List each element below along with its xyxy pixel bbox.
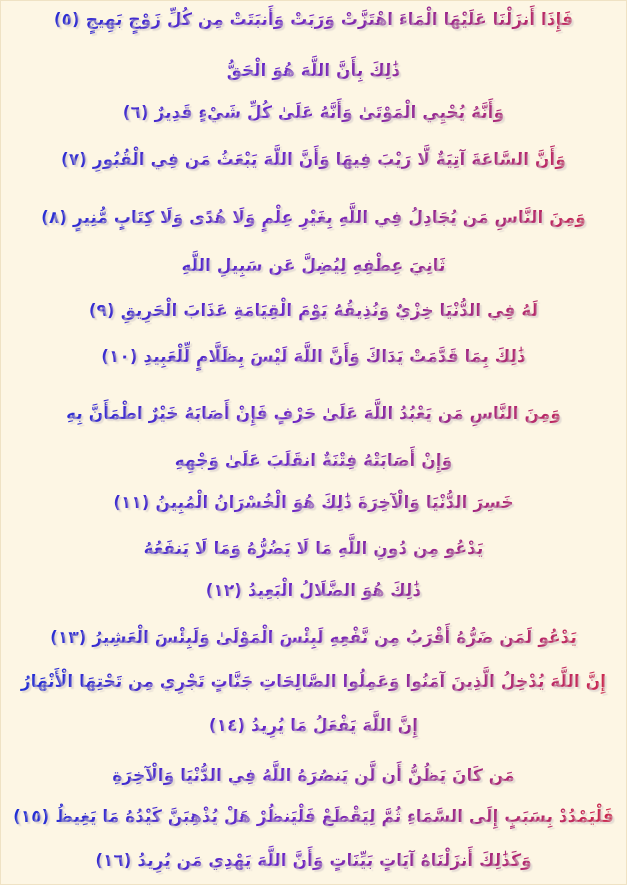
verse-line: ذَٰلِكَ بِأَنَّ اللَّهَ هُوَ الْحَقُّ xyxy=(7,54,620,88)
verse-line: وَمِنَ النَّاسِ مَن يُجَادِلُ فِي اللَّهِ بِغَيْرِ عِلْمٍ وَلَا هُدًى وَلَا كِتَابٍ مُّنِيرٍ (٨) xyxy=(7,201,620,235)
verse-line: يَدْعُو مِن دُونِ اللَّهِ مَا لَا يَضُرُّهُ وَمَا لَا يَنفَعُهُ xyxy=(7,532,620,566)
verse-line: ثَانِيَ عِطْفِهِ لِيُضِلَّ عَن سَبِيلِ اللَّهِ xyxy=(7,249,620,283)
verse-line: إِنَّ اللَّهَ يَفْعَلُ مَا يُرِيدُ (١٤) xyxy=(7,709,620,743)
verse-line: ذَٰلِكَ بِمَا قَدَّمَتْ يَدَاكَ وَأَنَّ اللَّهَ لَيْسَ بِظَلَّامٍ لِّلْعَبِيدِ (١٠) xyxy=(7,340,620,374)
verse-line: إِنَّ اللَّهَ يُدْخِلُ الَّذِينَ آمَنُوا وَعَمِلُوا الصَّالِحَاتِ جَنَّاتٍ تَجْرِي مِن تَحْتِهَا الْأَنْهَارُ xyxy=(7,665,620,699)
verse-line: وَأَنَّهُ يُحْيِي الْمَوْتَىٰ وَأَنَّهُ عَلَىٰ كُلِّ شَيْءٍ قَدِيرٌ (٦) xyxy=(7,96,620,130)
verse-line: وَأَنَّ السَّاعَةَ آتِيَةٌ لَّا رَيْبَ فِيهَا وَأَنَّ اللَّهَ يَبْعَثُ مَن فِي الْقُبُورِ (٧) xyxy=(7,143,620,177)
verse-line: ذَٰلِكَ هُوَ الضَّلَالُ الْبَعِيدُ (١٢) xyxy=(7,574,620,608)
verse-line: يَدْعُو لَمَن ضَرُّهُ أَقْرَبُ مِن نَّفْعِهِ لَبِئْسَ الْمَوْلَىٰ وَلَبِئْسَ الْعَشِيرُ (١٣) xyxy=(7,621,620,655)
verse-line: مَن كَانَ يَظُنُّ أَن لَّن يَنصُرَهُ اللَّهُ فِي الدُّنْيَا وَالْآخِرَةِ xyxy=(7,759,620,793)
verse-line: وَمِنَ النَّاسِ مَن يَعْبُدُ اللَّهَ عَلَىٰ حَرْفٍ فَإِنْ أَصَابَهُ خَيْرٌ اطْمَأَنَّ بِهِ xyxy=(7,397,620,431)
verse-line: لَهُ فِي الدُّنْيَا خِزْيٌ وَنُذِيقُهُ يَوْمَ الْقِيَامَةِ عَذَابَ الْحَرِيقِ (٩) xyxy=(7,294,620,328)
verse-line: وَكَذَٰلِكَ أَنزَلْنَاهُ آيَاتٍ بَيِّنَاتٍ وَأَنَّ اللَّهَ يَهْدِي مَن يُرِيدُ (١٦) xyxy=(7,844,620,878)
verse-line: فَإِذَا أَنزَلْنَا عَلَيْهَا الْمَاءَ اهْتَزَّتْ وَرَبَتْ وَأَنبَتَتْ مِن كُلِّ زَوْجٍ بَهِيجٍ (٥) xyxy=(7,3,620,37)
verse-line: فَلْيَمْدُدْ بِسَبَبٍ إِلَى السَّمَاءِ ثُمَّ لِيَقْطَعْ فَلْيَنظُرْ هَلْ يُذْهِبَنَّ كَيْدُهُ مَا يَغِيظُ (١٥) xyxy=(7,800,620,834)
verse-line: وَإِنْ أَصَابَتْهُ فِتْنَةٌ انقَلَبَ عَلَىٰ وَجْهِهِ xyxy=(7,444,620,478)
verse-line: خَسِرَ الدُّنْيَا وَالْآخِرَةَ ذَٰلِكَ هُوَ الْخُسْرَانُ الْمُبِينُ (١١) xyxy=(7,486,620,520)
